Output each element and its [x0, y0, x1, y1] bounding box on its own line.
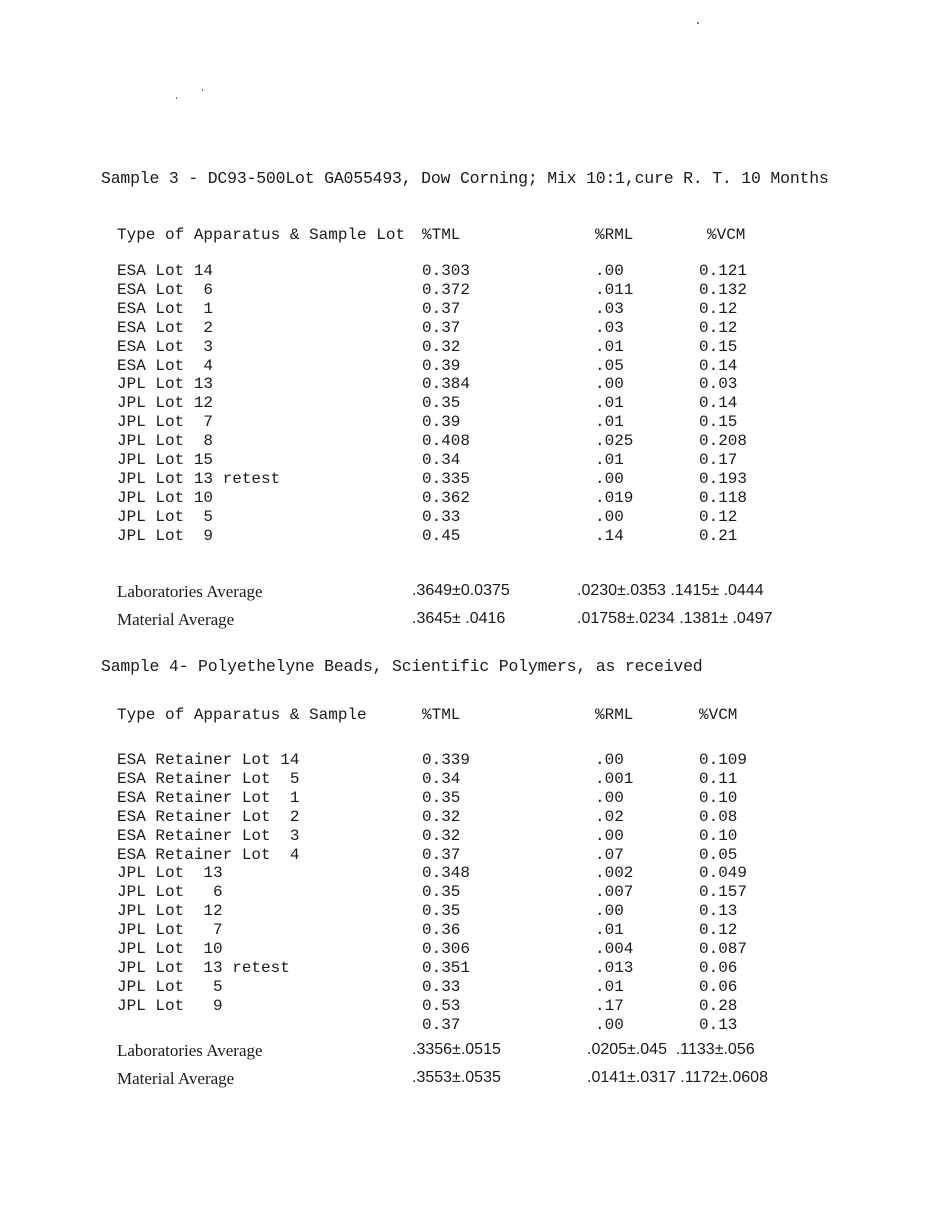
tml-cell: 0.35 — [422, 394, 461, 413]
lab-average-tml: .3356±.0515 — [412, 1041, 501, 1058]
rml-cell: .00 — [595, 507, 624, 526]
tml-cell: 0.36 — [422, 921, 461, 940]
rml-cell: .00 — [595, 469, 624, 488]
vcm-cell: 0.03 — [699, 375, 738, 394]
scan-speck — [697, 22, 699, 24]
lab-average-rml-vcm: .0205±.045 .1133±.056 — [587, 1041, 755, 1058]
header-tml: %TML — [422, 226, 461, 244]
apparatus-cell: JPL Lot 5 — [117, 977, 223, 996]
tml-cell: 0.351 — [422, 958, 471, 977]
apparatus-cell: JPL Lot 12 — [117, 394, 214, 413]
tml-cell: 0.37 — [422, 318, 461, 337]
vcm-cell: 0.109 — [699, 751, 748, 769]
rml-cell: .013 — [595, 958, 634, 977]
header-rml: %RML — [595, 226, 634, 244]
table-row — [0, 508, 950, 527]
vcm-cell: 0.087 — [699, 940, 748, 958]
tml-cell: 0.372 — [422, 280, 471, 299]
vcm-cell: 0.049 — [699, 864, 748, 883]
table-row — [0, 281, 950, 300]
vcm-cell: 0.28 — [699, 996, 738, 1015]
vcm-cell: 0.06 — [699, 958, 738, 977]
tml-cell: 0.33 — [422, 507, 461, 526]
tml-cell: 0.33 — [422, 977, 461, 996]
table-row — [0, 902, 950, 921]
vcm-cell: 0.17 — [699, 451, 738, 469]
table-row — [0, 997, 950, 1016]
table-row — [0, 338, 950, 357]
apparatus-cell: JPL Lot 7 — [117, 921, 223, 940]
rml-cell: .007 — [595, 883, 634, 902]
tml-cell: 0.37 — [422, 845, 461, 864]
tml-cell: 0.35 — [422, 902, 461, 921]
apparatus-cell: ESA Retainer Lot 2 — [117, 807, 300, 826]
material-average-rml-vcm: .01758±.0234 .1381± .0497 — [577, 610, 773, 627]
vcm-cell: 0.12 — [699, 921, 738, 940]
table-row — [0, 959, 950, 978]
rml-cell: .00 — [595, 375, 624, 394]
table-row — [0, 451, 950, 470]
vcm-cell: 0.13 — [699, 1015, 738, 1034]
tml-cell: 0.303 — [422, 262, 471, 280]
table-row — [0, 300, 950, 319]
vcm-cell: 0.14 — [699, 356, 738, 375]
table-row — [0, 864, 950, 883]
rml-cell: .01 — [595, 413, 624, 432]
vcm-cell: 0.12 — [699, 318, 738, 337]
vcm-cell: 0.12 — [699, 507, 738, 526]
tml-cell: 0.39 — [422, 356, 461, 375]
apparatus-cell: JPL Lot 13 retest — [117, 469, 281, 488]
table-row — [0, 883, 950, 902]
apparatus-cell: JPL Lot 8 — [117, 432, 214, 451]
apparatus-cell: JPL Lot 10 — [117, 940, 223, 958]
header-tml: %TML — [422, 706, 461, 724]
table-row — [0, 394, 950, 413]
rml-cell: .00 — [595, 902, 624, 921]
header-vcm: %VCM — [699, 706, 738, 724]
material-average-rml-vcm: .0141±.0317 .1172±.0608 — [587, 1069, 768, 1086]
table-row — [0, 808, 950, 827]
material-average-label: Material Average — [117, 610, 235, 629]
header-type: Type of Apparatus & Sample Lot — [117, 226, 406, 244]
rml-cell: .004 — [595, 940, 634, 958]
tml-cell: 0.32 — [422, 337, 461, 356]
apparatus-cell: ESA Lot 6 — [117, 280, 214, 299]
vcm-cell: 0.06 — [699, 977, 738, 996]
table-row — [0, 1016, 950, 1035]
apparatus-cell: JPL Lot 12 — [117, 902, 223, 921]
vcm-cell: 0.157 — [699, 883, 748, 902]
tml-cell: 0.53 — [422, 996, 461, 1015]
apparatus-cell: ESA Lot 1 — [117, 299, 214, 318]
rml-cell: .01 — [595, 921, 624, 940]
rml-cell: .01 — [595, 451, 624, 469]
apparatus-cell: ESA Lot 3 — [117, 337, 214, 356]
rml-cell: .00 — [595, 788, 624, 807]
sample4-title: Sample 4- Polyethelyne Beads, Scientific Polymers, as received — [101, 657, 703, 676]
apparatus-cell: ESA Retainer Lot 4 — [117, 845, 300, 864]
apparatus-cell: JPL Lot 13 — [117, 375, 214, 394]
tml-cell: 0.32 — [422, 826, 461, 845]
tml-cell: 0.362 — [422, 488, 471, 507]
sample4-material-average — [0, 1069, 950, 1089]
rml-cell: .00 — [595, 751, 624, 769]
vcm-cell: 0.12 — [699, 299, 738, 318]
sample4-lab-average — [0, 1041, 950, 1061]
table-row — [0, 375, 950, 394]
table-row — [0, 978, 950, 997]
apparatus-cell: JPL Lot 15 — [117, 451, 214, 469]
lab-average-tml: .3649±0.0375 — [412, 582, 510, 599]
apparatus-cell: ESA Lot 14 — [117, 262, 214, 280]
table-row — [0, 413, 950, 432]
rml-cell: .001 — [595, 769, 634, 788]
tml-cell: 0.32 — [422, 807, 461, 826]
table-row — [0, 262, 950, 281]
tml-cell: 0.35 — [422, 788, 461, 807]
table-row — [0, 432, 950, 451]
tml-cell: 0.34 — [422, 769, 461, 788]
rml-cell: .025 — [595, 432, 634, 451]
rml-cell: .01 — [595, 394, 624, 413]
apparatus-cell: JPL Lot 5 — [117, 507, 214, 526]
apparatus-cell: JPL Lot 13 — [117, 864, 223, 883]
table-row — [0, 846, 950, 865]
apparatus-cell: ESA Retainer Lot 1 — [117, 788, 300, 807]
header-vcm: %VCM — [707, 226, 746, 244]
vcm-cell: 0.10 — [699, 826, 738, 845]
rml-cell: .00 — [595, 262, 624, 280]
table-row — [0, 789, 950, 808]
material-average-tml: .3553±.0535 — [412, 1069, 501, 1086]
vcm-cell: 0.11 — [699, 769, 738, 788]
rml-cell: .03 — [595, 318, 624, 337]
vcm-cell: 0.08 — [699, 807, 738, 826]
rml-cell: .01 — [595, 977, 624, 996]
rml-cell: .05 — [595, 356, 624, 375]
apparatus-cell: JPL Lot 13 retest — [117, 958, 290, 977]
rml-cell: .07 — [595, 845, 624, 864]
vcm-cell: 0.118 — [699, 488, 748, 507]
vcm-cell: 0.193 — [699, 469, 748, 488]
table-row — [0, 940, 950, 959]
table-row — [0, 357, 950, 376]
table-row — [0, 527, 950, 546]
header-rml: %RML — [595, 706, 634, 724]
material-average-tml: .3645± .0416 — [412, 610, 506, 627]
scan-speck — [202, 89, 203, 91]
tml-cell: 0.45 — [422, 526, 461, 545]
tml-cell: 0.37 — [422, 1015, 461, 1034]
lab-average-label: Laboratories Average — [117, 1041, 263, 1060]
sample3-title: Sample 3 - DC93-500Lot GA055493, Dow Corning; Mix 10:1,cure R. T. 10 Months — [101, 169, 829, 188]
tml-cell: 0.339 — [422, 751, 471, 769]
vcm-cell: 0.121 — [699, 262, 748, 280]
apparatus-cell: JPL Lot 10 — [117, 488, 214, 507]
vcm-cell: 0.208 — [699, 432, 748, 451]
sample3-material-average — [0, 610, 950, 630]
tml-cell: 0.34 — [422, 451, 461, 469]
table-row — [0, 319, 950, 338]
vcm-cell: 0.15 — [699, 337, 738, 356]
tml-cell: 0.348 — [422, 864, 471, 883]
rml-cell: .01 — [595, 337, 624, 356]
sample3-lab-average — [0, 582, 950, 602]
vcm-cell: 0.15 — [699, 413, 738, 432]
rml-cell: .17 — [595, 996, 624, 1015]
tml-cell: 0.335 — [422, 469, 471, 488]
table-row — [0, 751, 950, 770]
apparatus-cell: ESA Retainer Lot 3 — [117, 826, 300, 845]
table-row — [0, 489, 950, 508]
rml-cell: .002 — [595, 864, 634, 883]
rml-cell: .03 — [595, 299, 624, 318]
tml-cell: 0.35 — [422, 883, 461, 902]
table-row — [0, 470, 950, 489]
tml-cell: 0.37 — [422, 299, 461, 318]
tml-cell: 0.408 — [422, 432, 471, 451]
tml-cell: 0.384 — [422, 375, 471, 394]
apparatus-cell: JPL Lot 7 — [117, 413, 214, 432]
header-type: Type of Apparatus & Sample — [117, 706, 367, 724]
sample3-header-row — [0, 226, 950, 245]
vcm-cell: 0.13 — [699, 902, 738, 921]
apparatus-cell: ESA Lot 2 — [117, 318, 214, 337]
rml-cell: .00 — [595, 826, 624, 845]
lab-average-label: Laboratories Average — [117, 582, 263, 601]
rml-cell: .14 — [595, 526, 624, 545]
vcm-cell: 0.14 — [699, 394, 738, 413]
vcm-cell: 0.05 — [699, 845, 738, 864]
rml-cell: .02 — [595, 807, 624, 826]
apparatus-cell: JPL Lot 9 — [117, 996, 223, 1015]
rml-cell: .011 — [595, 280, 634, 299]
rml-cell: .00 — [595, 1015, 624, 1034]
vcm-cell: 0.132 — [699, 280, 748, 299]
apparatus-cell: ESA Retainer Lot 14 — [117, 751, 300, 769]
sample4-header-row — [0, 706, 950, 725]
vcm-cell: 0.21 — [699, 526, 738, 545]
apparatus-cell: JPL Lot 9 — [117, 526, 214, 545]
apparatus-cell: ESA Retainer Lot 5 — [117, 769, 300, 788]
tml-cell: 0.306 — [422, 940, 471, 958]
table-row — [0, 770, 950, 789]
vcm-cell: 0.10 — [699, 788, 738, 807]
tml-cell: 0.39 — [422, 413, 461, 432]
apparatus-cell: ESA Lot 4 — [117, 356, 214, 375]
table-row — [0, 921, 950, 940]
apparatus-cell: JPL Lot 6 — [117, 883, 223, 902]
material-average-label: Material Average — [117, 1069, 235, 1088]
lab-average-rml-vcm: .0230±.0353 .1415± .0444 — [577, 582, 764, 599]
rml-cell: .019 — [595, 488, 634, 507]
scan-speck — [176, 97, 177, 99]
table-row — [0, 827, 950, 846]
